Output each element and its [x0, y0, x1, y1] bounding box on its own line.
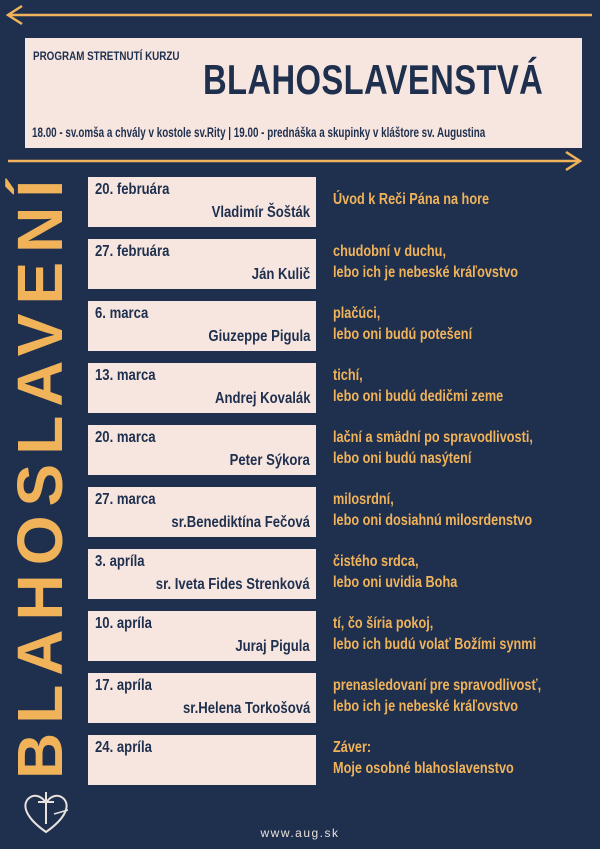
session-speaker: Vladimír Šošták: [211, 204, 310, 221]
session-beatitude: [333, 675, 541, 717]
beatitude-line-1: prenasledovaní pre spravodlivosť,: [333, 677, 542, 694]
session-speaker: sr. Iveta Fides Strenková: [156, 576, 310, 593]
session-row: [0, 239, 600, 289]
beatitude-line-2: lebo ich budú volať Božími synmi: [333, 636, 537, 653]
beatitude-line-2: lebo oni uvidia Boha: [333, 574, 458, 591]
session-beatitude: [333, 613, 536, 655]
session-row: [0, 549, 600, 599]
session-card: [88, 301, 316, 351]
session-speaker: Juraj Pigula: [235, 638, 310, 655]
beatitude-line-2: lebo ich je nebeské kráľovstvo: [333, 264, 519, 281]
session-date: 20. februára: [95, 181, 170, 198]
session-date: 20. marca: [95, 429, 156, 446]
right-arrow-decoration: [0, 149, 600, 173]
session-date: 6. marca: [95, 305, 149, 322]
header-small-title: PROGRAM STRETNUTÍ KURZU: [33, 49, 180, 63]
beatitude-line-2: Moje osobné blahoslavenstvo: [333, 760, 514, 777]
header-title: BLAHOSLAVENSTVÁ: [203, 56, 544, 103]
beatitude-line-2: lebo ich je nebeské kráľovstvo: [333, 698, 519, 715]
session-beatitude: [333, 551, 457, 593]
session-date: 13. marca: [95, 367, 156, 384]
session-speaker: Peter Sýkora: [229, 452, 310, 469]
vertical-title: BLAHOSLAVENÍ: [4, 170, 76, 780]
session-beatitude: [333, 489, 532, 531]
beatitude-line-1: lační a smädní po spravodlivosti,: [333, 429, 533, 446]
beatitude-line-2: lebo oni budú potešení: [333, 326, 473, 343]
beatitude-line-2: lebo oni budú nasýtení: [333, 450, 472, 467]
session-row: [0, 611, 600, 661]
session-row: [0, 673, 600, 723]
session-beatitude: [333, 241, 518, 283]
beatitude-line-1: čistého srdca,: [333, 553, 419, 570]
session-card: [88, 363, 316, 413]
beatitude-line-1: Záver:: [333, 739, 372, 756]
beatitude-line-1: tí, čo šíria pokoj,: [333, 615, 434, 632]
session-beatitude: [333, 737, 514, 779]
beatitude-line-1: milosrdní,: [333, 491, 394, 508]
session-row: [0, 301, 600, 351]
session-speaker: Giuzeppe Pigula: [207, 328, 310, 345]
session-card: [88, 425, 316, 475]
session-beatitude: [333, 189, 489, 210]
beatitude-line-1: tichí,: [333, 367, 363, 384]
session-card: [88, 487, 316, 537]
beatitude-line-2: lebo oni budú dedičmi zeme: [333, 388, 504, 405]
session-card: [88, 177, 316, 227]
session-card: [88, 549, 316, 599]
header-box: [25, 38, 582, 148]
beatitude-line-1: chudobní v duchu,: [333, 243, 446, 260]
session-row: [0, 425, 600, 475]
session-card: [88, 239, 316, 289]
session-speaker: sr.Helena Torkošová: [182, 700, 310, 717]
session-row: [0, 735, 600, 785]
beatitude-line-1: Úvod k Reči Pána na hore: [333, 191, 490, 208]
session-date: 3. apríla: [95, 553, 145, 570]
session-date: 24. apríla: [95, 739, 152, 756]
session-speaker: Andrej Kovalák: [214, 390, 310, 407]
session-row: [0, 177, 600, 227]
beatitude-line-2: lebo oni dosiahnú milosrdenstvo: [333, 512, 533, 529]
beatitude-line-1: plačúci,: [333, 305, 381, 322]
session-beatitude: [333, 303, 472, 345]
session-date: 17. apríla: [95, 677, 152, 694]
session-row: [0, 363, 600, 413]
session-beatitude: [333, 365, 503, 407]
session-speaker: Ján Kulič: [251, 266, 310, 283]
left-arrow-decoration: [0, 3, 600, 27]
session-row: [0, 487, 600, 537]
session-date: 10. apríla: [95, 615, 152, 632]
session-date: 27. februára: [95, 243, 170, 260]
session-beatitude: [333, 427, 533, 469]
session-date: 27. marca: [95, 491, 156, 508]
footer-url: www.aug.sk: [260, 826, 340, 840]
session-card: [88, 611, 316, 661]
session-card: [88, 673, 316, 723]
header-subtitle: 18.00 - sv.omša a chvály v kostole sv.Rity | 19.00 - prednáška a skupinky v kláštore sv. Augustina: [32, 125, 486, 140]
session-speaker: sr.Benediktína Fečová: [171, 514, 310, 531]
session-card: [88, 735, 316, 785]
